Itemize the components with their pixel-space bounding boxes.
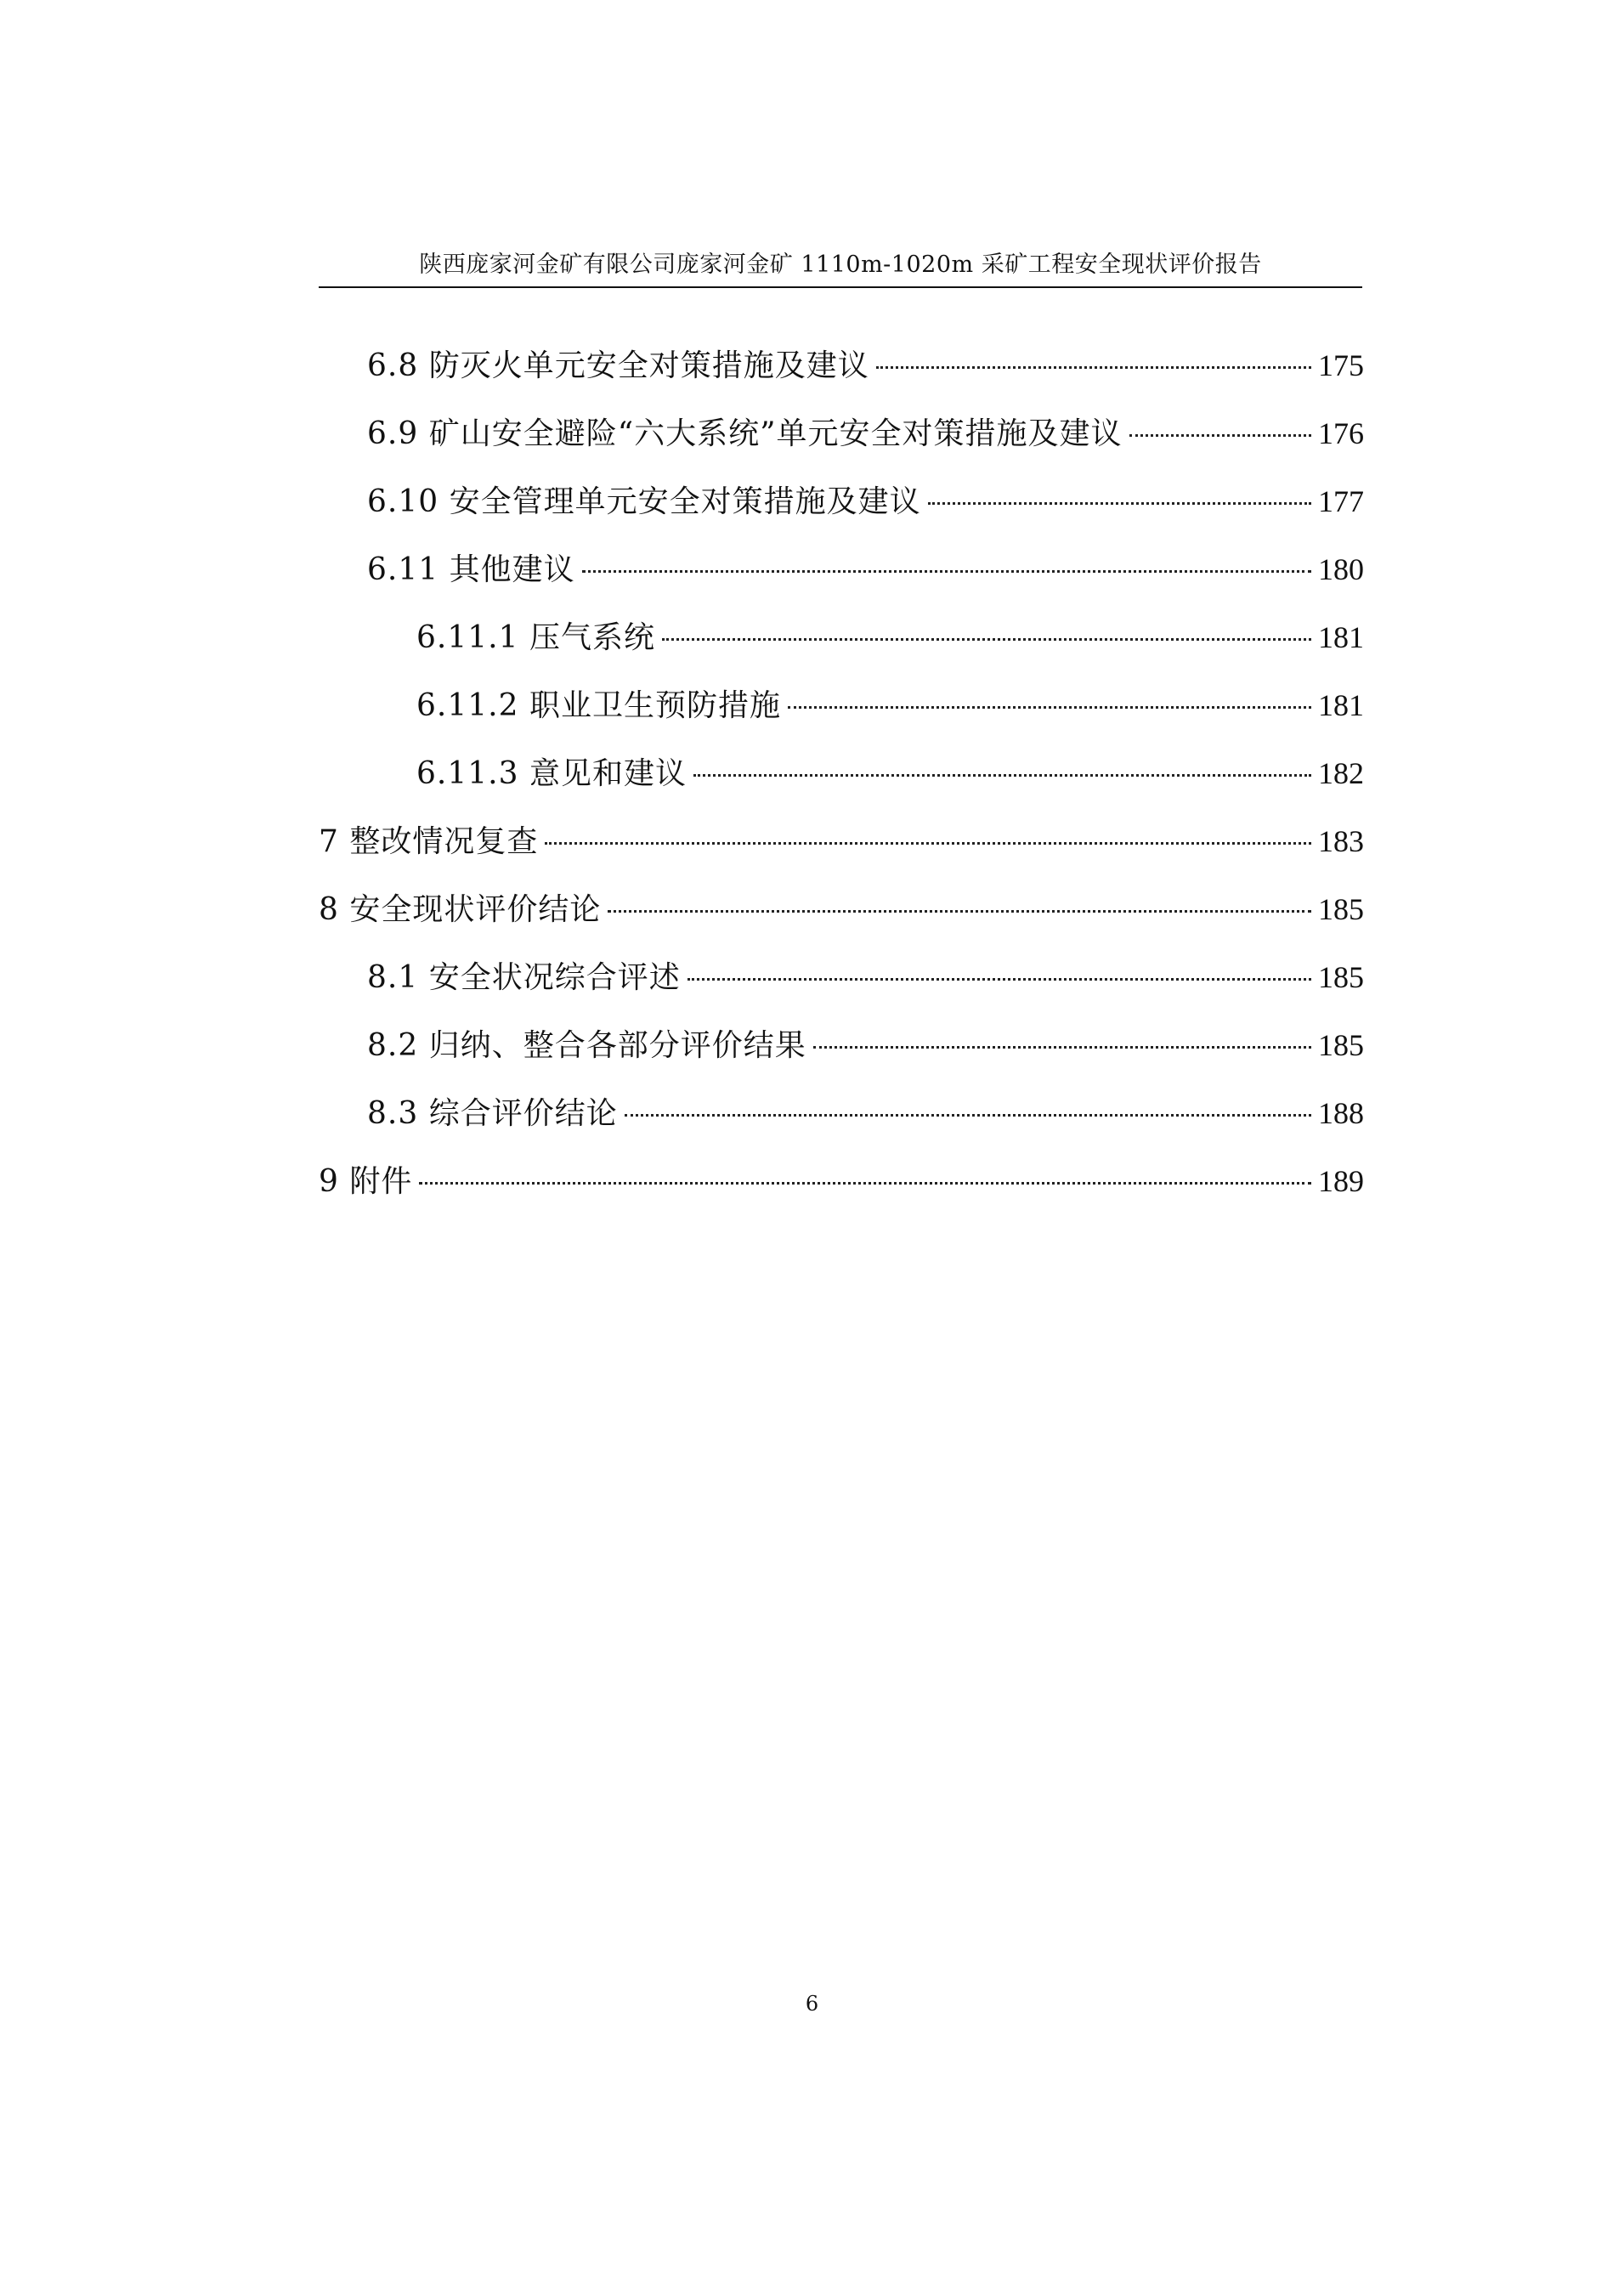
- toc-dot-leader: [688, 978, 1311, 981]
- toc-dot-leader: [582, 570, 1311, 573]
- toc-entry[interactable]: [416, 680, 1364, 731]
- toc-entry[interactable]: [319, 1156, 1364, 1207]
- toc-entry-page: 185: [1318, 892, 1364, 926]
- toc-entry-label: 6.11.3 意见和建议: [416, 756, 687, 791]
- toc-entry-label: 9 附件: [319, 1164, 413, 1199]
- toc-entry-label: 6.11.2 职业卫生预防措施: [416, 688, 781, 723]
- toc-entry[interactable]: [367, 1020, 1364, 1071]
- toc-entry[interactable]: [416, 748, 1364, 799]
- toc-entry-label: 8.3 综合评价结论: [367, 1096, 618, 1131]
- toc-entry-label: 6.8 防灭火单元安全对策措施及建议: [367, 348, 869, 383]
- toc-entry[interactable]: [319, 816, 1364, 867]
- toc-entry-label: 6.9 矿山安全避险“六大系统”单元安全对策措施及建议: [367, 416, 1123, 451]
- toc-entry[interactable]: [367, 408, 1364, 459]
- toc-entry-label: 6.10 安全管理单元安全对策措施及建议: [367, 484, 921, 519]
- toc-entry[interactable]: [367, 340, 1364, 391]
- toc-entry[interactable]: [319, 884, 1364, 935]
- toc-entry[interactable]: [367, 476, 1364, 527]
- toc-entry-page: 183: [1318, 824, 1364, 858]
- toc-entry[interactable]: [416, 612, 1364, 663]
- running-header: 陕西庞家河金矿有限公司庞家河金矿 1110m-1020m 采矿工程安全现状评价报告: [419, 252, 1262, 278]
- toc-dot-leader: [1129, 434, 1311, 437]
- toc-dot-leader: [928, 502, 1311, 505]
- toc-entry[interactable]: [367, 952, 1364, 1003]
- toc-entry-page: 185: [1318, 960, 1364, 994]
- toc-dot-leader: [625, 1114, 1311, 1117]
- toc-entry-label: 7 整改情况复查: [319, 824, 539, 859]
- toc-entry[interactable]: [367, 544, 1364, 595]
- toc-entry-page: 181: [1318, 620, 1364, 654]
- toc-dot-leader: [788, 706, 1311, 709]
- toc-entry-page: 182: [1318, 756, 1364, 790]
- header-rule: [319, 286, 1362, 288]
- toc-entry[interactable]: [367, 1088, 1364, 1139]
- toc-entry-page: 188: [1318, 1096, 1364, 1130]
- toc-dot-leader: [608, 910, 1311, 913]
- toc-dot-leader: [419, 1182, 1311, 1185]
- toc-entry-page: 185: [1318, 1028, 1364, 1062]
- page-number: 6: [805, 1992, 819, 2016]
- toc-dot-leader: [662, 638, 1311, 641]
- toc-entry-label: 8 安全现状评价结论: [319, 892, 602, 927]
- toc-dot-leader: [545, 842, 1311, 845]
- toc-entry-page: 189: [1318, 1164, 1364, 1198]
- toc-entry-page: 181: [1318, 688, 1364, 722]
- toc-entry-label: 8.1 安全状况综合评述: [367, 960, 681, 995]
- toc-entry-label: 6.11.1 压气系统: [416, 620, 655, 655]
- toc-entry-label: 8.2 归纳、整合各部分评价结果: [367, 1028, 806, 1063]
- toc-dot-leader: [813, 1046, 1311, 1049]
- toc-dot-leader: [876, 366, 1311, 369]
- toc-entry-page: 180: [1318, 552, 1364, 586]
- toc-entry-page: 175: [1318, 348, 1364, 382]
- toc-dot-leader: [693, 774, 1311, 777]
- toc-entry-label: 6.11 其他建议: [367, 552, 575, 587]
- toc-entry-page: 176: [1318, 416, 1364, 450]
- toc-entry-page: 177: [1318, 484, 1364, 518]
